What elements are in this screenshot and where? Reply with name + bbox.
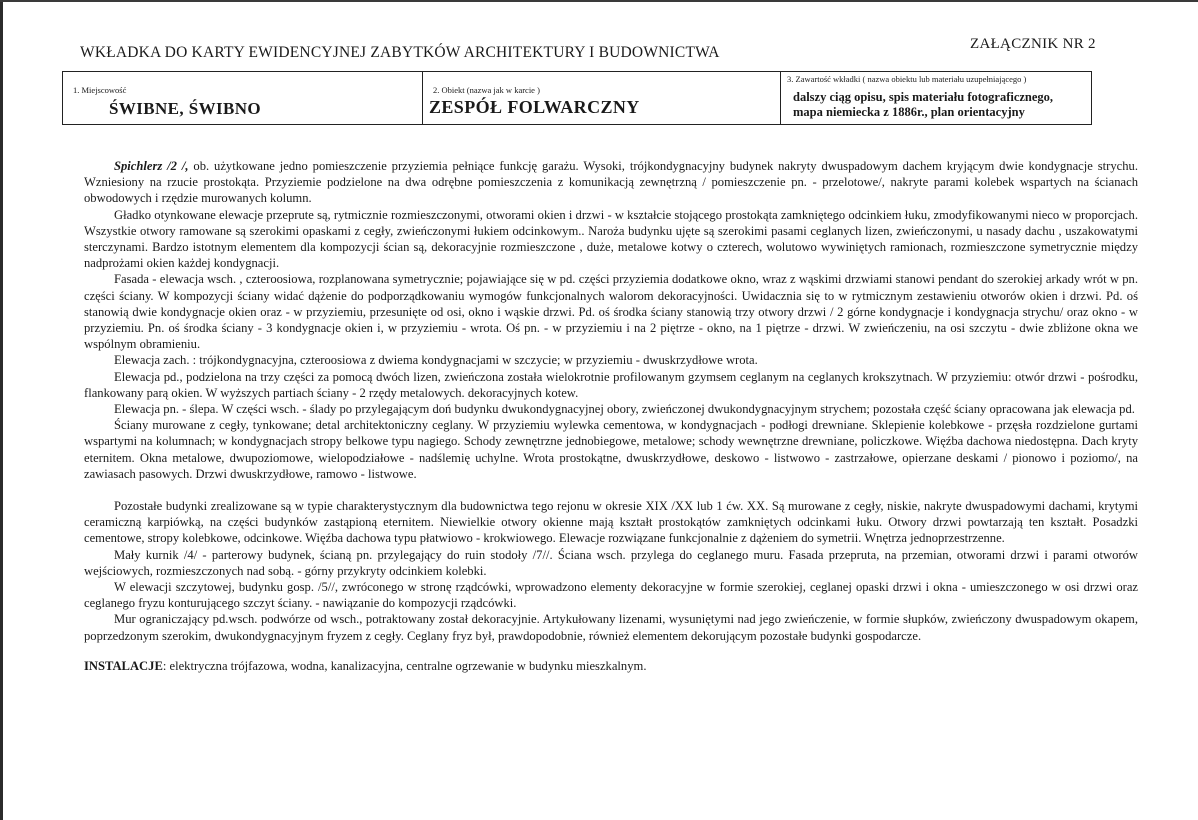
- paragraph-installations: [84, 658, 1138, 674]
- locality-value: ŚWIBNE, ŚWIBNO: [109, 99, 262, 118]
- paragraph-facade: Fasada - elewacja wsch. , czteroosiowa, rozplanowana symetrycznie; pojawiające się w pd. części przyziemia dodatkowe okno, wraz z wąskimi drzwiami stanowi pendant do szerokiej arkady wrót w pn. części ściany. W kompozycji ściany widać dążenie do podporządkowaniu wymogów funkcjonalnych walorom dekoracyjności. Uwidacznia się to w rytmicznym zestawieniu otworów okien i drzwi. Pd. oś stanowią dwie kondygnacje okien oraz - w przyziemiu, przesunięte od osi, okno i wąskie drzwi. Pd. oś środka ściany stanowią trzy otwory drzwi / 2 górne kondygnacje i kondygnacja strychu/ oraz okno - w przyziemiu. Pn. oś środka ściany - 3 kondygnacje okien i, w przyziemiu - wrota. Oś pn. - w przyziemiu i na 2 piętrze - okno, na 1 piętrze - drzwi. W zwieńczeniu, na osi szczytu - dwie zbliżone okna we wspólnym obramieniu.: [84, 272, 1138, 352]
- contents-label: 3. Zawartość wkładki ( nazwa obiektu lub materiału uzupełniającego ): [787, 74, 1027, 84]
- scan-edge-left: [0, 0, 3, 820]
- header-table: [62, 71, 1092, 125]
- description-body: [84, 158, 1138, 674]
- attachment-number: ZAŁĄCZNIK NR 2: [970, 36, 1096, 52]
- paragraph-henhouse: Mały kurnik /4/ - parterowy budynek, ścianą pn. przylegający do ruin stodoły /7//. Ściana wsch. przylega do ceglanego muru. Fasada przepruta, na przemian, otworami drzwi i parami otworów wejściowych, rozmieszczonych nad sobą. - górny przykryty odcinkiem kolebki.: [84, 547, 1138, 578]
- granary-text: ob. użytkowane jedno pomieszczenie przyziemia pełniące funkcję garażu. Wysoki, trójkondygnacyjny budynek nakryty dwuspadowym dachem kryjącym dwie kondygnacje strychu. Wzniesiony na rzucie prostokąta. Przyziemie podzielone na dwa odrębne pomieszczenia z komunikacją zewnętrzną / pomieszczenie pn. - przelotowe/, nakryte parami kolebek wspartych na ścianach obwodowych i rzędzie murowanych kolumn.: [84, 159, 1138, 206]
- paragraph-farm-building: W elewacji szczytowej, budynku gosp. /5//, zwróconego w stronę rządcówki, wprowadzono elementy dekoracyjne w formie szerokiej, ceglanej opaski drzwi i okna - umieszczonego w osi drzwi oraz ceglanego fryzu konturującego szczyt ściany. - nawiązanie do kompozycji rządcówki.: [84, 580, 1138, 611]
- paragraph-south-elevation: Elewacja pd., podzielona na trzy części za pomocą dwóch lizen, zwieńczona została wielokrotnie profilowanym gzymsem ceglanym na ceglanych krokszytnach. W przyziemiu: otwór drzwi - pośrodku, flankowany parą okien. W wyższych partiach ściany - 2 rzędy metalowych. dekoracyjnych kotew.: [84, 369, 1138, 400]
- paragraph-elevations: Gładko otynkowane elewacje przeprute są, rytmicznie rozmieszczonymi, otworami okien i drzwi - w kształcie stojącego prostokąta zamkniętego odcinkiem łuku, zmodyfikowanymi nieco w proporcjach. Wszystkie otwory ramowane są szerokimi opaskami z cegły, zwieńczonymi łukiem odcinkowym.. Naroża budynku ujęte są szerokimi pasami ceglanych lizen, zwieńczonymi, u nasady dachu , uszakowatymi sterczynami. Bardzo istotnym elementem dla kompozycji ścian są, dekoracyjnie rozmieszczone , duże, metalowe kotwy o czterech, wolutowo wywiniętych ramionach, rozmieszczone symetrycznie między nadprożami okien każdej kondygnacji.: [84, 207, 1138, 271]
- locality-label: 1. Miejscowość: [73, 85, 127, 95]
- paragraph-wall: Mur ograniczający pd.wsch. podwórze od wsch., potraktowany został dekoracyjnie. Artykułowany lizenami, wysuniętymi nad jego zwieńczenie, w formie słupków, zwieńczony dwuspadowym okapem, poprzedzonym szerokim, dwukondygnacyjnym fryzem z cegły. Ceglany fryz był, prawdopodobnie, również elementem dekorującym pozostałe budynki gospodarcze.: [84, 612, 1138, 643]
- scan-edge-top: [0, 0, 1198, 2]
- header-cell-locality: [63, 72, 423, 124]
- paragraph-granary: [84, 158, 1138, 207]
- granary-heading: Spichlerz /2 /,: [114, 159, 189, 173]
- document-title: WKŁADKA DO KARTY EWIDENCYJNEJ ZABYTKÓW ARCHITEKTURY I BUDOWNICTWA: [80, 44, 720, 61]
- contents-value: dalszy ciąg opisu, spis materiału fotograficznego, mapa niemiecka z 1886r., plan orientacyjny: [793, 90, 1054, 119]
- paragraph-west-elevation: Elewacja zach. : trójkondygnacyjna, czteroosiowa z dwiema kondygnacjami w szczycie; w przyziemiu - dwuskrzydłowe wrota.: [114, 353, 758, 368]
- object-value: ZESPÓŁ FOLWARCZNY: [429, 97, 640, 117]
- installations-text: : elektryczna trójfazowa, wodna, kanalizacyjna, centralne ogrzewanie w budynku mieszkalnym.: [162, 658, 647, 673]
- paragraph-north-elevation: Elewacja pn. - ślepa. W części wsch. - ślady po przylegającym doń budynku dwukondygnacyjnej obory, zwieńczonej dwukondygnacyjnym strychem; pozostała część ściany opracowana jak elewacja pd.: [114, 402, 1135, 417]
- paragraph-construction: Ściany murowane z cegły, tynkowane; detal architektoniczny ceglany. W przyziemiu wylewka cementowa, w kondygnacjach - podłogi drewniane. Sklepienie kolebkowe - przęsła rozdzielone gurtami wspartymi na kolumnach; w kondygnacjach stropy belkowe typu nagiego. Schody zewnętrzne jednobiegowe, metalowe; schody wewnętrzne drewniane, policzkowe. Więźba dachowa niedostępna. Dach kryty eternitem. Okna metalowe, dwupoziomowe, wielopodziałowe - nadślemię uchylne. Wrota prostokątne, dwuskrzydłowe, deskowo - listwowo - zastrzałowe, opierzane deskami / pionowo i poziomo/, na zawiasach pasowych. Drzwi dwuskrzydłowe, ramowo - listwowe.: [84, 418, 1138, 481]
- header-cell-object: [423, 72, 781, 124]
- installations-label: INSTALACJE: [84, 658, 163, 673]
- paragraph-other-buildings: Pozostałe budynki zrealizowane są w typie charakterystycznym dla budownictwa tego rejonu w okresie XIX /XX lub 1 ćw. XX. Są murowane z cegły, niskie, nakryte dwuspadowymi dachami, krytymi ceramiczną karpiówką, na części budynków zastąpioną eternitem. Niewielkie otwory okienne mają kształt prostokątów zamkniętych odcinkami łuku. Otwory drzwi powtarzają ten kształt. Posadzki cementowe, stropy kolebkowe, odcinkowe. Więźba dachowa typu płatwiowo - krokwiowego. Elewacje rozwiązane funkcjonalnie z dążeniem do symetrii. Wnętrza jednoprzestrzenne.: [84, 499, 1138, 546]
- header-cell-contents: [781, 72, 1091, 124]
- object-label: 2. Obiekt (nazwa jak w karcie ): [433, 85, 540, 95]
